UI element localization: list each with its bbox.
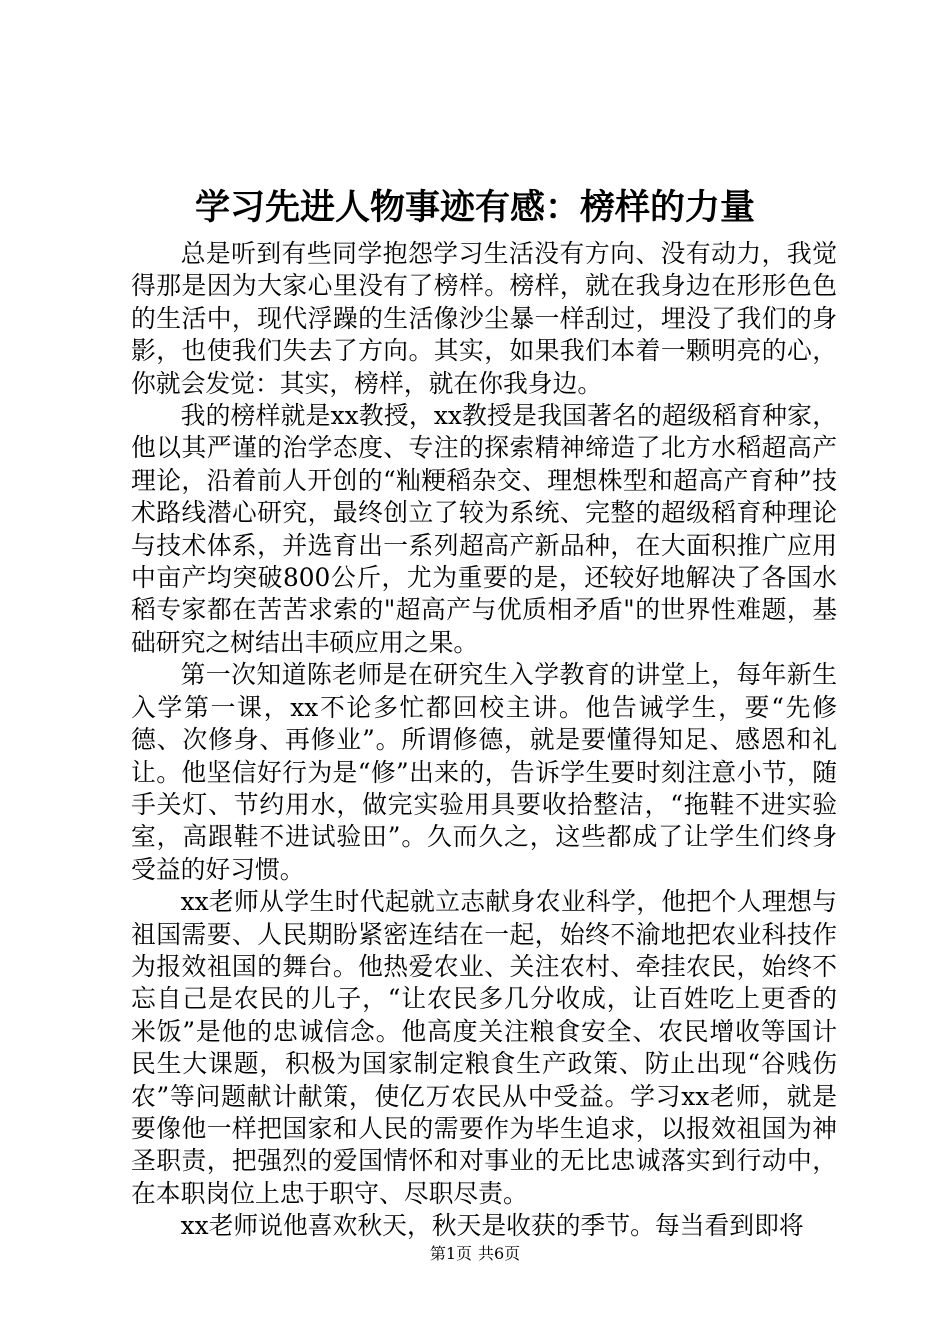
page-number: 第1页 bbox=[429, 1244, 472, 1263]
document-body bbox=[131, 238, 837, 1243]
paragraph: xx老师说他喜欢秋天，秋天是收获的季节。每当看到即将 bbox=[180, 1211, 804, 1241]
paragraph: 第一次知道陈老师是在研究生入学教育的讲堂上，每年新生入学第一课，xx不论多忙都回校主讲。他告诫学生，要“先修德、次修身、再修业”。所谓修德，就是要懂得知足、感恩和礼让。他坚信好行为是“修”出来的，告诉学生要时刻注意小节，随手关灯、节约用水，做完实验用具要收拾整洁，“拖鞋不进实验室，高跟鞋不进试验田”。久而久之，这些都成了让学生们终身受益的好习惯。 bbox=[131, 660, 837, 884]
page-total: 共6页 bbox=[478, 1244, 521, 1263]
paragraph: 我的榜样就是xx教授，xx教授是我国著名的超级稻育种家，他以其严谨的治学态度、专注的探索精神缔造了北方水稻超高产理论，沿着前人开创的“籼粳稻杂交、理想株型和超高产育种”技术路线潜心研究，最终创立了较为系统、完整的超级稻育种理论与技术体系，并选育出一系列超高产新品种，在大面积推广应用中亩产均突破800公斤，尤为重要的是，还较好地解决了各国水稻专家都在苦苦求索的"超高产与优质相矛盾"的世界性难题，基础研究之树结出丰硕应用之果。 bbox=[131, 401, 837, 657]
page-footer bbox=[0, 1244, 950, 1264]
document-title: 学习先进人物事迹有感：榜样的力量 bbox=[194, 187, 755, 228]
paragraph: 总是听到有些同学抱怨学习生活没有方向、没有动力，我觉得那是因为大家心里没有了榜样。榜样，就在我身边在形形色色的生活中，现代浮躁的生活像沙尘暴一样刮过，埋没了我们的身影，也使我们失去了方向。其实，如果我们本着一颗明亮的心，你就会发觉：其实，榜样，就在你我身边。 bbox=[131, 239, 837, 398]
paragraph: xx老师从学生时代起就立志献身农业科学，他把个人理想与祖国需要、人民期盼紧密连结在一起，始终不渝地把农业科技作为报效祖国的舞台。他热爱农业、关注农村、牵挂农民，始终不忘自己是农民的儿子，“让农民多几分收成，让百姓吃上更香的米饭”是他的忠诚信念。他高度关注粮食安全、农民增收等国计民生大课题，积极为国家制定粮食生产政策、防止出现“谷贱伤农”等问题献计献策，使亿万农民从中受益。学习xx老师，就是要像他一样把国家和人民的需要作为毕生追求，以报效祖国为神圣职责，把强烈的爱国情怀和对事业的无比忠诚落实到行动中，在本职岗位上忠于职守、尽职尽责。 bbox=[131, 887, 837, 1208]
